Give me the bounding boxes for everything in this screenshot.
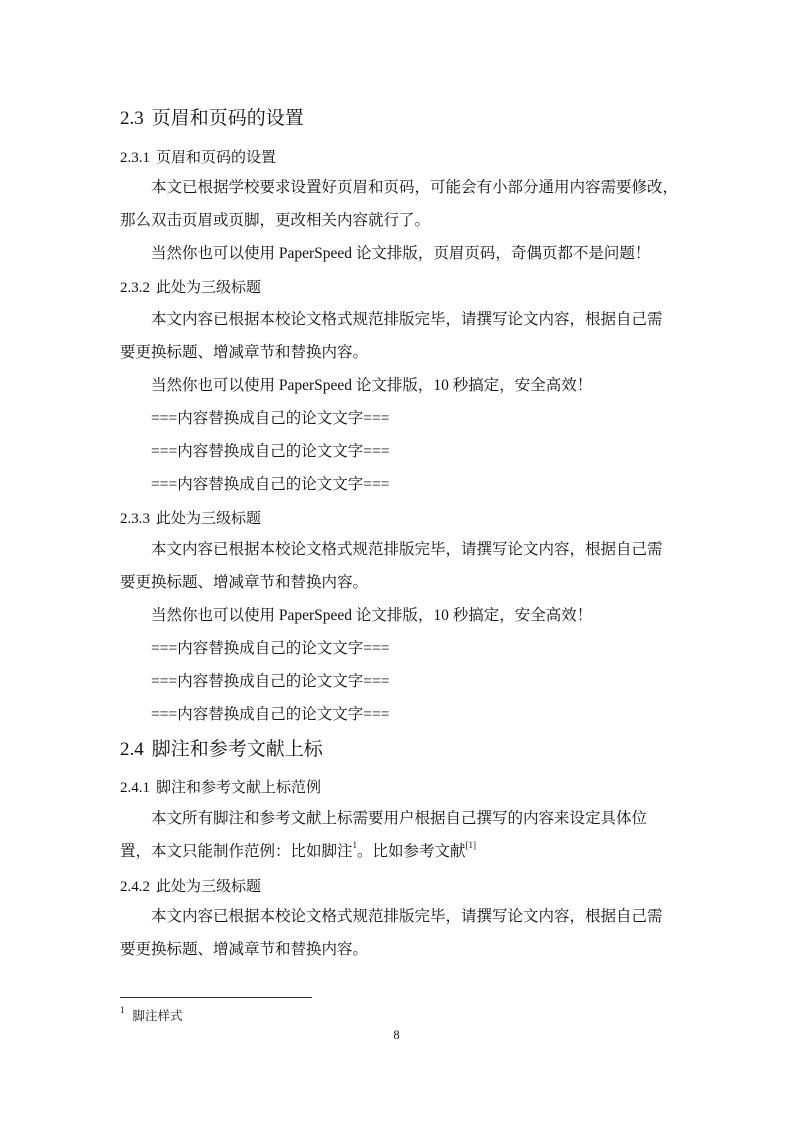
paragraph-line: 本文内容已根据本校论文格式规范排版完毕，请撰写论文内容，根据自己需 bbox=[151, 311, 663, 328]
paragraph-line: 本文已根据学校要求设置好页眉和页码，可能会有小部分通用内容需要修改， bbox=[151, 179, 679, 196]
section-number: 2.3 bbox=[120, 108, 144, 129]
placeholder-line: ===内容替换成自己的论文文字=== bbox=[151, 476, 390, 493]
section-number: 2.4 bbox=[120, 739, 144, 760]
paragraph-line: 当然你也可以使用 PaperSpeed 论文排版，10 秒搞定，安全高效！ bbox=[151, 607, 593, 624]
paragraph-line: 要更换标题、增减章节和替换内容。 bbox=[120, 344, 369, 361]
subsection-heading-2-4-1 bbox=[120, 777, 321, 798]
section-title: 页眉和页码的设置 bbox=[151, 107, 304, 129]
footnote-mark: 1 bbox=[120, 1004, 125, 1015]
paragraph-line: 当然你也可以使用 PaperSpeed 论文排版，页眉页码，奇偶页都不是问题！ bbox=[151, 245, 651, 262]
subsection-heading-2-3-1 bbox=[120, 147, 276, 168]
subsection-title: 此处为三级标题 bbox=[156, 877, 262, 895]
subsection-number: 2.4.1 bbox=[120, 780, 150, 796]
placeholder-line: ===内容替换成自己的论文文字=== bbox=[151, 673, 390, 690]
subsection-heading-2-4-2 bbox=[120, 876, 261, 897]
subsection-number: 2.4.2 bbox=[120, 879, 150, 895]
subsection-title: 页眉和页码的设置 bbox=[156, 148, 277, 166]
subsection-title: 脚注和参考文献上标范例 bbox=[156, 778, 322, 796]
placeholder-line: ===内容替换成自己的论文文字=== bbox=[151, 640, 390, 657]
footnote-reference[interactable]: 1 bbox=[352, 839, 358, 850]
text-run: 。比如参考文献 bbox=[357, 843, 466, 860]
section-heading-2-3 bbox=[120, 106, 304, 131]
subsection-number: 2.3.2 bbox=[120, 280, 150, 296]
placeholder-line: ===内容替换成自己的论文文字=== bbox=[151, 410, 390, 427]
subsection-title: 此处为三级标题 bbox=[156, 278, 262, 296]
subsection-number: 2.3.3 bbox=[120, 511, 150, 527]
paragraph-line: 那么双击页眉或页脚，更改相关内容就行了。 bbox=[120, 212, 431, 229]
subsection-heading-2-3-2 bbox=[120, 277, 261, 298]
footnote bbox=[120, 1004, 183, 1024]
paragraph-line: 要更换标题、增减章节和替换内容。 bbox=[120, 941, 369, 958]
footnote-separator bbox=[120, 997, 312, 998]
text-run: 置，本文只能制作范例：比如脚注 bbox=[120, 843, 353, 860]
citation-reference[interactable]: [1] bbox=[465, 839, 477, 850]
subsection-heading-2-3-3 bbox=[120, 508, 261, 529]
subsection-number: 2.3.1 bbox=[120, 150, 150, 166]
page-number: 8 bbox=[393, 1028, 400, 1042]
placeholder-line: ===内容替换成自己的论文文字=== bbox=[151, 443, 390, 460]
paragraph-line: 本文内容已根据本校论文格式规范排版完毕，请撰写论文内容，根据自己需 bbox=[151, 908, 663, 925]
paragraph-line-with-citations bbox=[120, 839, 477, 862]
paragraph-line: 当然你也可以使用 PaperSpeed 论文排版，10 秒搞定，安全高效！ bbox=[151, 377, 593, 394]
subsection-title: 此处为三级标题 bbox=[156, 509, 262, 527]
footnote-text: 脚注样式 bbox=[132, 1009, 183, 1023]
section-heading-2-4 bbox=[120, 737, 323, 762]
paragraph-line: 要更换标题、增减章节和替换内容。 bbox=[120, 574, 369, 591]
paragraph-line: 本文所有脚注和参考文献上标需要用户根据自己撰写的内容来设定具体位 bbox=[151, 810, 648, 827]
placeholder-line: ===内容替换成自己的论文文字=== bbox=[151, 706, 390, 723]
section-title: 脚注和参考文献上标 bbox=[151, 738, 323, 760]
paragraph-line: 本文内容已根据本校论文格式规范排版完毕，请撰写论文内容，根据自己需 bbox=[151, 541, 663, 558]
